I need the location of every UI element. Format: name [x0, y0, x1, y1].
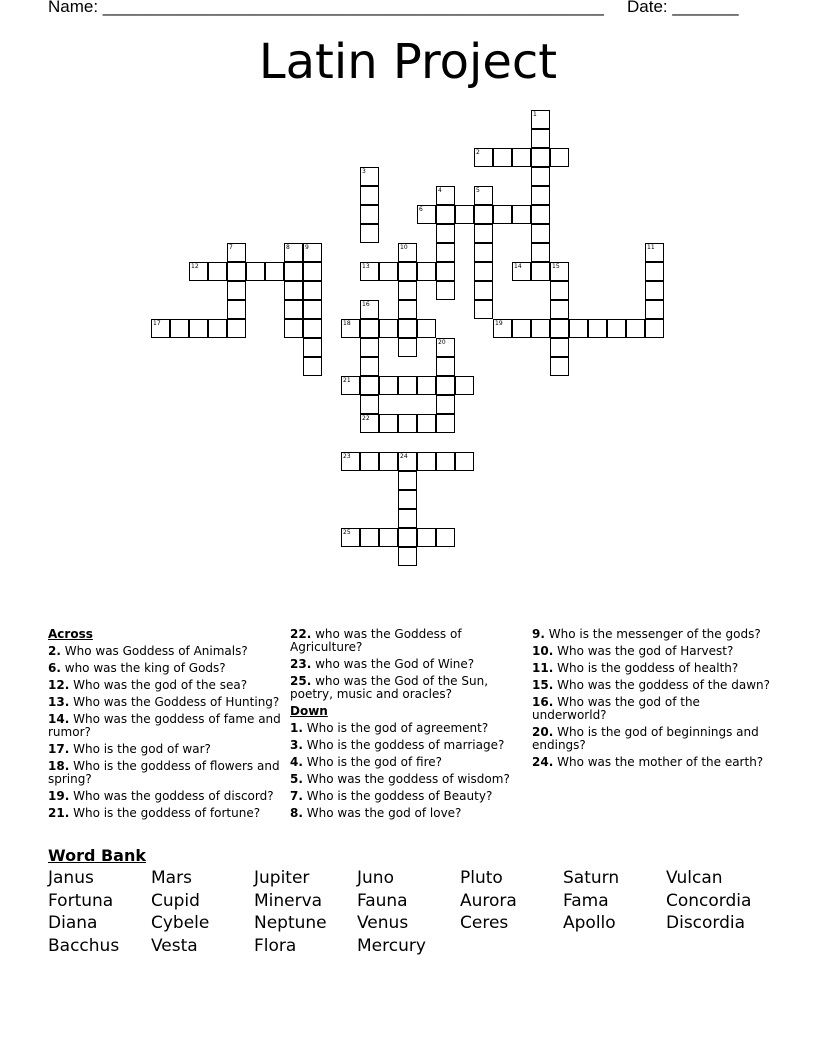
grid-cell[interactable]	[436, 338, 455, 357]
clue-item	[290, 628, 528, 654]
word-bank-title: Word Bank	[48, 846, 147, 865]
section-heading: Across	[48, 627, 93, 641]
grid-cell[interactable]	[398, 300, 417, 319]
clue-item	[48, 743, 286, 756]
grid-cell[interactable]	[227, 243, 246, 262]
grid-cell[interactable]	[360, 167, 379, 186]
grid-cell[interactable]	[493, 319, 512, 338]
word-bank-item: Apollo	[563, 913, 616, 933]
clue-text: Who was the goddess of discord?	[73, 789, 274, 803]
clue-number: 10.	[532, 644, 554, 658]
grid-cell[interactable]	[398, 262, 417, 281]
clue-number: 19.	[48, 789, 70, 803]
clue-number: 22	[362, 415, 370, 422]
clue-number: 4	[438, 187, 442, 194]
clue-number: 23	[343, 453, 351, 460]
grid-cell[interactable]	[531, 224, 550, 243]
clue-number: 14.	[48, 712, 70, 726]
grid-cell[interactable]	[474, 205, 493, 224]
grid-cell[interactable]	[398, 471, 417, 490]
grid-cell[interactable]	[398, 319, 417, 338]
clue-number: 11	[647, 244, 655, 251]
word-bank-item: Saturn	[563, 868, 620, 888]
word-bank-item: Jupiter	[254, 868, 310, 888]
clue-text: Who is the god of beginnings and endings?	[532, 725, 759, 752]
grid-cell[interactable]	[436, 262, 455, 281]
grid-cell[interactable]	[417, 262, 436, 281]
grid-cell[interactable]	[474, 300, 493, 319]
word-bank-item: Fauna	[357, 891, 408, 911]
section-heading: Down	[290, 704, 328, 718]
grid-cell[interactable]	[360, 319, 379, 338]
clue-item	[532, 726, 770, 752]
clue-number: 4.	[290, 755, 303, 769]
word-bank-item: Venus	[357, 913, 409, 933]
grid-cell[interactable]	[360, 395, 379, 414]
grid-cell[interactable]	[417, 452, 436, 471]
clue-text: Who was the goddess of wisdom?	[306, 772, 510, 786]
clue-text: who was the king of Gods?	[64, 661, 226, 675]
grid-cell[interactable]	[417, 414, 436, 433]
grid-cell[interactable]	[303, 243, 322, 262]
clue-number: 13	[362, 263, 370, 270]
grid-cell[interactable]	[303, 281, 322, 300]
grid-cell[interactable]	[379, 414, 398, 433]
grid-cell[interactable]	[436, 376, 455, 395]
grid-cell[interactable]	[360, 338, 379, 357]
clue-text: Who is the goddess of health?	[557, 661, 739, 675]
clues-column-3	[532, 628, 770, 773]
clue-number: 22.	[290, 627, 312, 641]
clue-item	[48, 696, 286, 709]
grid-cell[interactable]	[360, 262, 379, 281]
grid-cell[interactable]	[550, 148, 569, 167]
clue-number: 5	[476, 187, 480, 194]
clue-text: Who is the goddess of flowers and spring?	[48, 759, 280, 786]
grid-cell[interactable]	[531, 262, 550, 281]
grid-cell[interactable]	[645, 319, 664, 338]
grid-cell[interactable]	[550, 300, 569, 319]
grid-cell[interactable]	[360, 357, 379, 376]
clue-number: 15	[552, 263, 560, 270]
word-bank-item: Fama	[563, 891, 609, 911]
clue-number: 2	[476, 149, 480, 156]
word-bank-item: Juno	[357, 868, 394, 888]
grid-cell[interactable]	[379, 319, 398, 338]
word-bank-item: Pluto	[460, 868, 503, 888]
clue-text: Who was the god of love?	[306, 806, 462, 820]
clue-number: 9	[305, 244, 309, 251]
clue-item	[290, 790, 528, 803]
clue-item	[532, 679, 770, 692]
clue-number: 21	[343, 377, 351, 384]
grid-cell[interactable]	[265, 262, 284, 281]
clue-item	[532, 645, 770, 658]
grid-cell[interactable]	[436, 186, 455, 205]
grid-cell[interactable]	[474, 186, 493, 205]
clue-number: 24	[400, 453, 408, 460]
grid-cell[interactable]	[284, 300, 303, 319]
page-title: Latin Project	[258, 34, 558, 90]
clue-number: 14	[514, 263, 522, 270]
grid-cell[interactable]	[455, 376, 474, 395]
clue-number: 12.	[48, 678, 70, 692]
grid-cell[interactable]	[303, 262, 322, 281]
clue-number: 17.	[48, 742, 70, 756]
grid-cell[interactable]	[379, 262, 398, 281]
grid-cell[interactable]	[512, 148, 531, 167]
clue-text: Who is the god of fire?	[306, 755, 443, 769]
grid-cell[interactable]	[474, 281, 493, 300]
grid-cell[interactable]	[284, 281, 303, 300]
clue-number: 7.	[290, 789, 303, 803]
grid-cell[interactable]	[398, 414, 417, 433]
grid-cell[interactable]	[531, 186, 550, 205]
clue-text: Who is the goddess of marriage?	[306, 738, 505, 752]
clue-text: Who was Goddess of Animals?	[64, 644, 248, 658]
clue-number: 9.	[532, 627, 545, 641]
clue-text: who was the God of Wine?	[315, 657, 475, 671]
grid-cell[interactable]	[398, 509, 417, 528]
grid-cell[interactable]	[360, 414, 379, 433]
grid-cell[interactable]	[436, 528, 455, 547]
grid-cell[interactable]	[550, 262, 569, 281]
grid-cell[interactable]	[341, 376, 360, 395]
grid-cell[interactable]	[379, 452, 398, 471]
clue-number: 2.	[48, 644, 61, 658]
word-bank-item: Janus	[48, 868, 94, 888]
date-line: Date: _______	[627, 0, 739, 16]
grid-cell[interactable]	[531, 110, 550, 129]
grid-cell[interactable]	[531, 129, 550, 148]
grid-cell[interactable]	[398, 281, 417, 300]
word-bank-item: Cybele	[151, 913, 210, 933]
grid-cell[interactable]	[360, 376, 379, 395]
grid-cell[interactable]	[436, 243, 455, 262]
clue-number: 6	[419, 206, 423, 213]
grid-cell[interactable]	[531, 167, 550, 186]
clue-text: who was the God of the Sun, poetry, music and oracles?	[290, 674, 489, 701]
grid-cell[interactable]	[493, 205, 512, 224]
clue-number: 3.	[290, 738, 303, 752]
clue-item	[290, 756, 528, 769]
word-bank-item: Fortuna	[48, 891, 114, 911]
grid-cell[interactable]	[360, 224, 379, 243]
clue-item	[532, 696, 770, 722]
grid-cell[interactable]	[246, 262, 265, 281]
grid-cell[interactable]	[550, 319, 569, 338]
clue-item	[532, 756, 770, 769]
grid-cell[interactable]	[474, 224, 493, 243]
word-bank-item: Concordia	[666, 891, 752, 911]
grid-cell[interactable]	[360, 186, 379, 205]
grid-cell[interactable]	[398, 490, 417, 509]
word-bank-item: Minerva	[254, 891, 323, 911]
clue-item	[48, 713, 286, 739]
grid-cell[interactable]	[474, 148, 493, 167]
grid-cell[interactable]	[645, 281, 664, 300]
word-bank-item: Diana	[48, 913, 98, 933]
grid-cell[interactable]	[493, 148, 512, 167]
clue-number: 20.	[532, 725, 554, 739]
grid-cell[interactable]	[417, 319, 436, 338]
clue-number: 17	[153, 320, 161, 327]
clue-number: 24.	[532, 755, 554, 769]
clue-text: Who is the goddess of fortune?	[73, 806, 261, 820]
word-bank-item: Ceres	[460, 913, 509, 933]
grid-cell[interactable]	[284, 262, 303, 281]
clue-item	[48, 790, 286, 803]
grid-cell[interactable]	[436, 357, 455, 376]
grid-cell[interactable]	[455, 452, 474, 471]
grid-cell[interactable]	[626, 319, 645, 338]
grid-cell[interactable]	[227, 262, 246, 281]
clue-text: Who was the god of Harvest?	[557, 644, 734, 658]
clue-item	[48, 807, 286, 820]
clues-column-1	[48, 628, 286, 824]
grid-cell[interactable]	[550, 338, 569, 357]
clue-number: 12	[191, 263, 199, 270]
clue-number: 21.	[48, 806, 70, 820]
grid-cell[interactable]	[227, 300, 246, 319]
clue-number: 7	[229, 244, 233, 251]
grid-cell[interactable]	[550, 357, 569, 376]
grid-cell[interactable]	[227, 319, 246, 338]
clue-number: 18.	[48, 759, 70, 773]
grid-cell[interactable]	[398, 338, 417, 357]
grid-cell[interactable]	[512, 205, 531, 224]
grid-cell[interactable]	[189, 319, 208, 338]
grid-cell[interactable]	[379, 376, 398, 395]
clue-text: Who was the goddess of the dawn?	[557, 678, 771, 692]
word-bank-item: Neptune	[254, 913, 327, 933]
clue-item	[290, 739, 528, 752]
clue-number: 10	[400, 244, 408, 251]
grid-cell[interactable]	[360, 452, 379, 471]
grid-cell[interactable]	[170, 319, 189, 338]
word-bank-item: Flora	[254, 936, 297, 956]
word-bank-item: Bacchus	[48, 936, 120, 956]
grid-cell[interactable]	[398, 243, 417, 262]
clue-item	[48, 645, 286, 658]
clue-number: 15.	[532, 678, 554, 692]
grid-cell[interactable]	[341, 452, 360, 471]
clue-text: Who is the messenger of the gods?	[548, 627, 761, 641]
grid-cell[interactable]	[436, 395, 455, 414]
grid-cell[interactable]	[303, 300, 322, 319]
grid-cell[interactable]	[398, 376, 417, 395]
word-bank-item: Cupid	[151, 891, 200, 911]
clue-item	[48, 662, 286, 675]
grid-cell[interactable]	[379, 528, 398, 547]
clue-number: 25.	[290, 674, 312, 688]
grid-cell[interactable]	[436, 224, 455, 243]
grid-cell[interactable]	[360, 300, 379, 319]
word-bank-item: Vulcan	[666, 868, 723, 888]
grid-cell[interactable]	[417, 376, 436, 395]
grid-cell[interactable]	[531, 205, 550, 224]
grid-cell[interactable]	[208, 262, 227, 281]
grid-cell[interactable]	[588, 319, 607, 338]
word-bank-item: Aurora	[460, 891, 517, 911]
grid-cell[interactable]	[512, 319, 531, 338]
clue-number: 3	[362, 168, 366, 175]
grid-cell[interactable]	[417, 528, 436, 547]
clue-item	[532, 628, 770, 641]
clue-item	[48, 760, 286, 786]
grid-cell[interactable]	[436, 414, 455, 433]
grid-cell[interactable]	[531, 319, 550, 338]
name-line: Name: _____________________________________________________	[48, 0, 604, 16]
grid-cell[interactable]	[474, 243, 493, 262]
grid-cell[interactable]	[398, 452, 417, 471]
grid-cell[interactable]	[512, 262, 531, 281]
grid-cell[interactable]	[303, 338, 322, 357]
clue-text: Who is the god of agreement?	[306, 721, 489, 735]
word-bank-item: Discordia	[666, 913, 746, 933]
grid-cell[interactable]	[303, 357, 322, 376]
clue-number: 18	[343, 320, 351, 327]
clue-item	[290, 675, 528, 701]
clue-text: Who is the god of war?	[73, 742, 211, 756]
clue-number: 1	[533, 111, 537, 118]
grid-cell[interactable]	[284, 243, 303, 262]
grid-cell[interactable]	[645, 262, 664, 281]
clue-number: 8	[286, 244, 290, 251]
clue-number: 16	[362, 301, 370, 308]
clue-text: Who was the Goddess of Hunting?	[73, 695, 280, 709]
word-bank-item: Mercury	[357, 936, 426, 956]
grid-cell[interactable]	[436, 205, 455, 224]
clue-number: 6.	[48, 661, 61, 675]
grid-cell[interactable]	[360, 528, 379, 547]
grid-cell[interactable]	[607, 319, 626, 338]
clue-item	[290, 658, 528, 671]
clue-number: 11.	[532, 661, 554, 675]
clue-number: 19	[495, 320, 503, 327]
clue-text: Who is the goddess of Beauty?	[306, 789, 493, 803]
clue-item	[290, 807, 528, 820]
clues-column-2	[290, 628, 528, 824]
grid-cell[interactable]	[436, 281, 455, 300]
word-bank-item: Vesta	[151, 936, 198, 956]
grid-cell[interactable]	[208, 319, 227, 338]
clue-item	[48, 679, 286, 692]
clue-number: 20	[438, 339, 446, 346]
grid-cell[interactable]	[189, 262, 208, 281]
grid-cell[interactable]	[341, 528, 360, 547]
grid-cell[interactable]	[417, 205, 436, 224]
grid-cell[interactable]	[645, 243, 664, 262]
grid-cell[interactable]	[474, 262, 493, 281]
clue-text: Who was the mother of the earth?	[557, 755, 764, 769]
grid-cell[interactable]	[645, 300, 664, 319]
clue-item	[532, 662, 770, 675]
clue-number: 16.	[532, 695, 554, 709]
grid-cell[interactable]	[398, 547, 417, 566]
grid-cell[interactable]	[569, 319, 588, 338]
grid-cell[interactable]	[455, 205, 474, 224]
clue-number: 25	[343, 529, 351, 536]
grid-cell[interactable]	[398, 528, 417, 547]
clue-text: Who was the god of the underworld?	[532, 695, 700, 722]
clue-number: 23.	[290, 657, 312, 671]
clue-number: 13.	[48, 695, 70, 709]
grid-cell[interactable]	[531, 148, 550, 167]
grid-cell[interactable]	[227, 281, 246, 300]
grid-cell[interactable]	[531, 243, 550, 262]
clue-number: 8.	[290, 806, 303, 820]
clue-item	[290, 722, 528, 735]
clue-text: Who was the god of the sea?	[73, 678, 248, 692]
grid-cell[interactable]	[284, 319, 303, 338]
clue-item	[290, 773, 528, 786]
clue-number: 1.	[290, 721, 303, 735]
clue-text: Who was the goddess of fame and rumor?	[48, 712, 281, 739]
clue-text: who was the Goddess of Agriculture?	[290, 627, 462, 654]
grid-cell[interactable]	[550, 281, 569, 300]
grid-cell[interactable]	[360, 205, 379, 224]
grid-cell[interactable]	[436, 452, 455, 471]
clue-number: 5.	[290, 772, 303, 786]
grid-cell[interactable]	[151, 319, 170, 338]
grid-cell[interactable]	[303, 319, 322, 338]
word-bank-item: Mars	[151, 868, 192, 888]
grid-cell[interactable]	[341, 319, 360, 338]
